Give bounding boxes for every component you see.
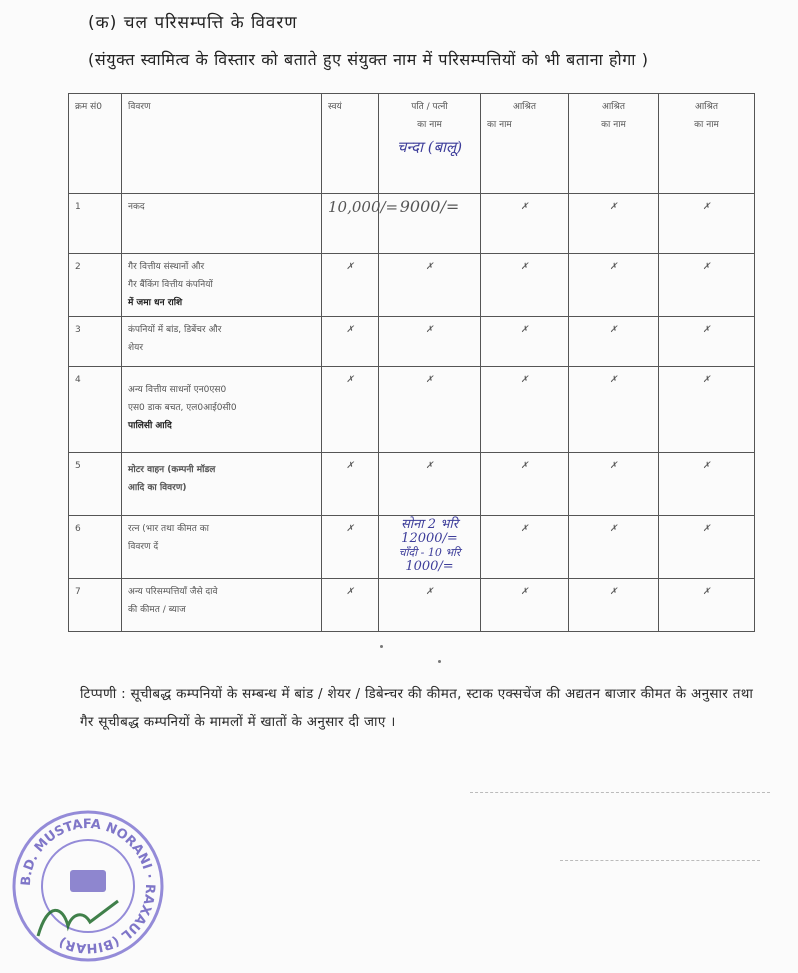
footnote-label: टिप्पणी :: [80, 686, 127, 702]
footnote-text: सूचीबद्ध कम्पनियों के सम्बन्ध में बांड / शेयर / डिबेन्चर की कीमत, स्टाक एक्सचेंज की अद्यतन बाजार कीमत के अनुसार तथा गैर सूचीबद्ध कम्पनियों के मामलों में खातों के अनुसार दी जाए ।: [80, 686, 754, 730]
cross-mark: ✗: [322, 254, 379, 317]
stamp-seal-icon: [8, 806, 168, 966]
table-row: [69, 254, 755, 317]
row-serial: 2: [69, 254, 122, 317]
description-line: एस0 डाक बचत, एल0आई0सी0: [128, 403, 237, 413]
cross-mark: ✗: [659, 367, 755, 453]
description-line: गैर बैंकिंग वित्तीय कंपनियों: [128, 280, 213, 290]
cash-self-value: 10,000/=: [322, 194, 379, 254]
description-line: कंपनियों में बांड, डिबेंचर और: [128, 325, 222, 335]
divider-line: [560, 860, 760, 861]
description-line: पालिसी आदि: [128, 421, 172, 431]
section-heading: (क) चल परिसम्पत्ति के विवरण: [88, 13, 298, 33]
row-serial: 7: [69, 579, 122, 632]
cross-mark: ✗: [379, 579, 481, 632]
cross-mark: ✗: [569, 317, 659, 367]
cross-mark: ✗: [659, 317, 755, 367]
description-line: विवरण दें: [128, 542, 159, 552]
header-dependent-1-name: का नाम: [487, 120, 512, 130]
row-serial: 1: [69, 194, 122, 254]
header-spouse-label: पति / पत्नी: [411, 102, 448, 112]
table-row: [69, 516, 755, 579]
official-stamp: [8, 806, 168, 966]
cross-mark: ✗: [659, 254, 755, 317]
spouse-name-handwritten: चन्दा (बालू): [396, 138, 463, 156]
section-subheading: (संयुक्त स्वामित्व के विस्तार को बताते हुए संयुक्त नाम में परिसम्पत्तियों को भी बताना होगा ): [88, 50, 649, 69]
cross-mark: ✗: [322, 516, 379, 579]
header-serial: क्रम सं0: [69, 94, 122, 194]
table-row: [69, 317, 755, 367]
header-dependent-3: [659, 94, 755, 194]
row-description: [122, 453, 322, 516]
row-description: [122, 367, 322, 453]
cross-mark: ✗: [659, 579, 755, 632]
jewellery-line: 1000/=: [405, 559, 454, 574]
cross-mark: ✗: [379, 317, 481, 367]
jewellery-spouse-value: [379, 516, 481, 579]
cross-mark: ✗: [481, 579, 569, 632]
cross-mark: ✗: [322, 317, 379, 367]
header-spouse-name-label: का नाम: [417, 120, 442, 130]
row-serial: 6: [69, 516, 122, 579]
cross-mark: ✗: [659, 453, 755, 516]
jewellery-line: सोना 2 भरि: [400, 517, 459, 532]
cross-mark: ✗: [481, 194, 569, 254]
cross-mark: ✗: [569, 367, 659, 453]
speck: [380, 645, 383, 648]
header-spouse: [379, 94, 481, 194]
cross-mark: ✗: [659, 516, 755, 579]
stamp-text: B.D. MUSTAFA NORANI · RAXAUL (BIHAR): [18, 816, 158, 956]
header-dependent-2-label: आश्रित: [601, 102, 626, 112]
description-line: शेयर: [128, 343, 144, 353]
description-line: की कीमत / ब्याज: [128, 605, 186, 615]
row-description: [122, 317, 322, 367]
row-description: [122, 579, 322, 632]
header-dependent-2-name: का नाम: [601, 120, 626, 130]
table-row: [69, 194, 755, 254]
cross-mark: ✗: [569, 194, 659, 254]
description-line: मोटर वाहन (कम्पनी मॉडल: [128, 465, 216, 475]
jewellery-line: चाँदी - 10 भरि: [398, 546, 461, 559]
header-dependent-3-label: आश्रित: [694, 102, 719, 112]
row-serial: 3: [69, 317, 122, 367]
cross-mark: ✗: [659, 194, 755, 254]
row-serial: 4: [69, 367, 122, 453]
header-description: विवरण: [122, 94, 322, 194]
row-description: [122, 254, 322, 317]
description-line: आदि का विवरण): [128, 483, 187, 493]
header-dependent-1: [481, 94, 569, 194]
row-serial: 5: [69, 453, 122, 516]
row-description: [122, 516, 322, 579]
cross-mark: ✗: [481, 254, 569, 317]
cross-mark: ✗: [322, 453, 379, 516]
description-line: अन्य वित्तीय साधनों एन0एस0: [128, 385, 227, 395]
row-description: नकद: [122, 194, 322, 254]
cross-mark: ✗: [569, 579, 659, 632]
description-line: रत्न (भार तथा कीमत का: [128, 524, 209, 534]
description-line: गैर वित्तीय संस्थानों और: [128, 262, 205, 272]
header-dependent-2: [569, 94, 659, 194]
cross-mark: ✗: [481, 516, 569, 579]
description-line: में जमा धन राशि: [128, 298, 183, 308]
cash-spouse-value: 9000/=: [379, 194, 481, 254]
table-row: [69, 453, 755, 516]
cross-mark: ✗: [379, 453, 481, 516]
cross-mark: ✗: [379, 254, 481, 317]
header-dependent-3-name: का नाम: [694, 120, 719, 130]
table-row: [69, 579, 755, 632]
divider-line: [470, 792, 770, 793]
cross-mark: ✗: [569, 516, 659, 579]
table-row: [69, 367, 755, 453]
cross-mark: ✗: [569, 254, 659, 317]
cross-mark: ✗: [481, 453, 569, 516]
speck: [438, 660, 441, 663]
table-header-row: [69, 94, 755, 194]
cross-mark: ✗: [481, 317, 569, 367]
header-self: स्वयं: [322, 94, 379, 194]
cross-mark: ✗: [569, 453, 659, 516]
movable-assets-table: [68, 93, 755, 632]
cross-mark: ✗: [379, 367, 481, 453]
footnote: [80, 680, 760, 736]
header-dependent-1-label: आश्रित: [512, 102, 537, 112]
cross-mark: ✗: [481, 367, 569, 453]
cross-mark: ✗: [322, 579, 379, 632]
description-line: अन्य परिसम्पत्तियाँ जैसे दावे: [128, 587, 218, 597]
cross-mark: ✗: [322, 367, 379, 453]
jewellery-line: 12000/=: [401, 531, 458, 546]
